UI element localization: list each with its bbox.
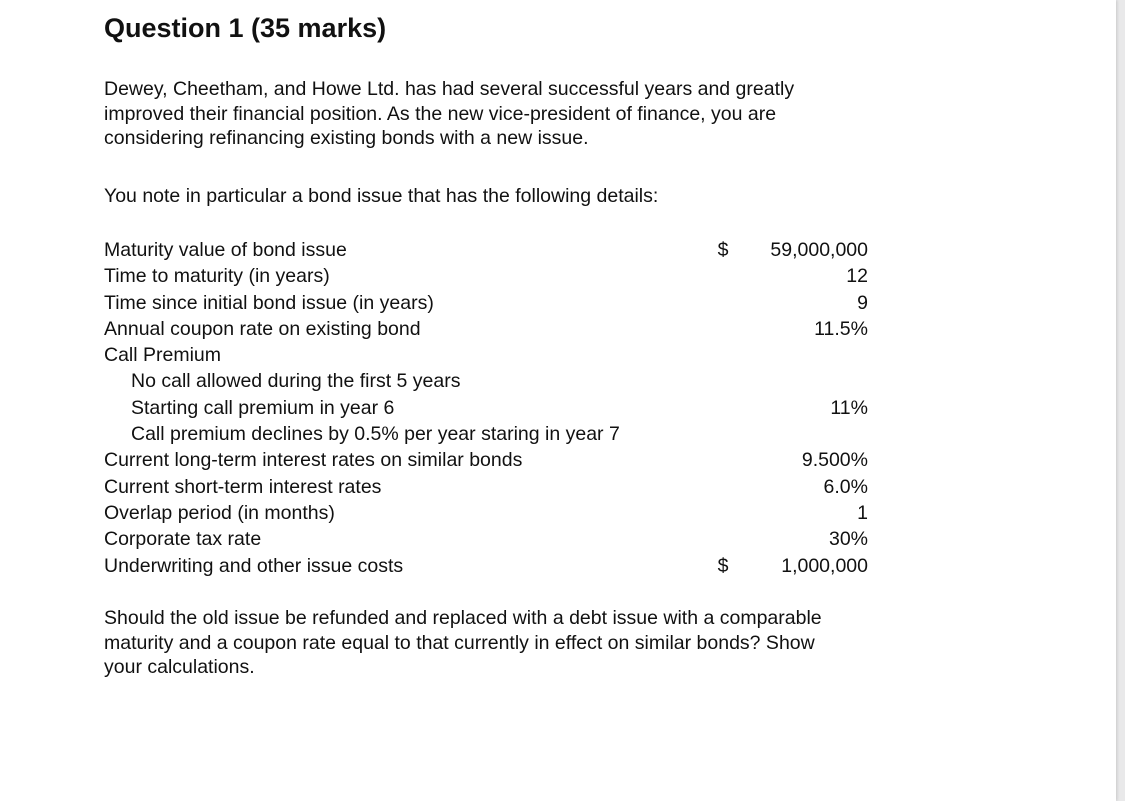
detail-row-starting-call-premium bbox=[104, 395, 884, 421]
details-lead-in: You note in particular a bond issue that has the following details: bbox=[104, 185, 659, 207]
closing-line: maturity and a coupon rate equal to that currently in effect on similar bonds? Show bbox=[104, 631, 815, 654]
detail-value: 1,000,000 bbox=[781, 554, 868, 577]
bond-details-table bbox=[104, 237, 884, 579]
detail-value: 6.0% bbox=[823, 475, 868, 498]
detail-value: 11% bbox=[830, 396, 868, 419]
intro-line: Dewey, Cheetham, and Howe Ltd. has had several successful years and greatly bbox=[104, 78, 795, 100]
intro-line: considering refinancing existing bonds with a new issue. bbox=[104, 127, 589, 149]
detail-row-call-premium bbox=[104, 342, 884, 368]
detail-row-overlap-period bbox=[104, 500, 884, 526]
detail-row-coupon-rate bbox=[104, 316, 884, 342]
intro-line: improved their financial position. As the new vice-president of finance, you are bbox=[104, 102, 777, 125]
detail-row-premium-decline bbox=[104, 421, 884, 447]
detail-label: Maturity value of bond issue bbox=[104, 239, 347, 261]
detail-row-maturity-value bbox=[104, 237, 884, 263]
detail-value: 9 bbox=[857, 291, 868, 314]
detail-row-long-term-rate bbox=[104, 447, 884, 473]
detail-label: Call Premium bbox=[104, 344, 222, 367]
detail-value: 1 bbox=[857, 501, 868, 524]
closing-question bbox=[104, 606, 864, 680]
detail-label: Time since initial bond issue (in years) bbox=[104, 291, 434, 314]
detail-label: Call premium declines by 0.5% per year staring in year 7 bbox=[131, 423, 620, 446]
detail-row-no-call bbox=[104, 368, 884, 394]
detail-row-short-term-rate bbox=[104, 474, 884, 500]
detail-value: 30% bbox=[828, 528, 868, 551]
detail-value: 9.500% bbox=[801, 449, 868, 472]
detail-label: Starting call premium in year 6 bbox=[131, 396, 395, 419]
detail-label: No call allowed during the first 5 years bbox=[131, 370, 461, 393]
detail-value: 12 bbox=[846, 265, 868, 288]
detail-label: Annual coupon rate on existing bond bbox=[104, 317, 421, 340]
detail-label: Underwriting and other issue costs bbox=[104, 554, 404, 577]
detail-label: Time to maturity (in years) bbox=[104, 265, 330, 288]
detail-value: 11.5% bbox=[814, 317, 868, 340]
detail-label: Current short-term interest rates bbox=[104, 475, 382, 498]
detail-row-time-since-issue bbox=[104, 290, 884, 316]
detail-value: 59,000,000 bbox=[770, 239, 868, 261]
currency-symbol: $ bbox=[717, 239, 729, 261]
detail-row-time-to-maturity bbox=[104, 263, 884, 289]
detail-label: Corporate tax rate bbox=[104, 528, 262, 551]
currency-symbol: $ bbox=[717, 554, 729, 577]
intro-paragraph bbox=[104, 77, 864, 151]
closing-line: your calculations. bbox=[104, 656, 255, 678]
question-title: Question 1 (35 marks) bbox=[104, 13, 387, 43]
detail-label: Overlap period (in months) bbox=[104, 501, 335, 524]
detail-row-issue-costs bbox=[104, 553, 884, 579]
detail-row-tax-rate bbox=[104, 526, 884, 552]
closing-line: Should the old issue be refunded and replaced with a debt issue with a comparable bbox=[104, 607, 822, 629]
detail-label: Current long-term interest rates on similar bonds bbox=[104, 449, 523, 472]
